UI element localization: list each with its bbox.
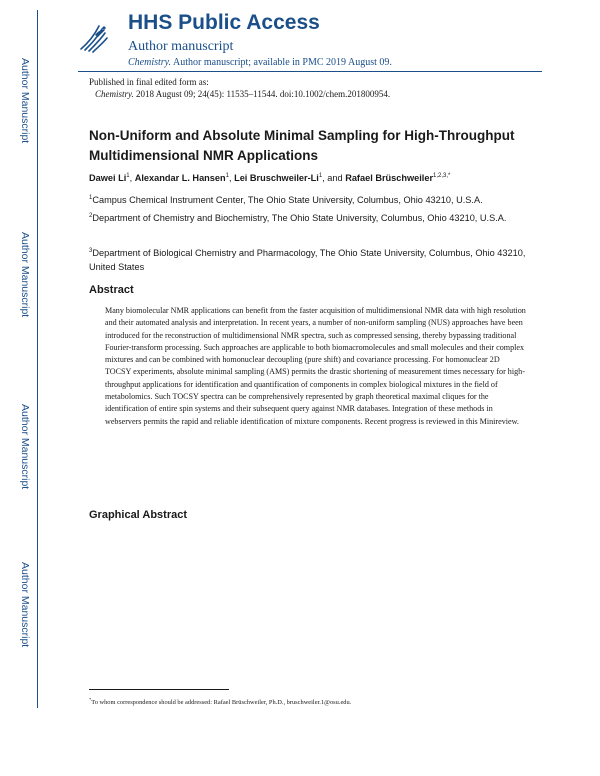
citation-journal: Chemistry. — [95, 89, 134, 99]
affiliation-3 — [89, 244, 529, 274]
citation-line — [95, 89, 390, 99]
published-label: Published in final edited form as: — [89, 77, 209, 87]
author-separator: , — [228, 173, 235, 184]
paper-title: Non-Uniform and Absolute Minimal Sampling for High-Throughput Multidimensional NMR Applications — [89, 128, 515, 163]
affiliation-text: Campus Chemical Instrument Center, The Ohio State University, Columbus, Ohio 43210, U.S.A. — [92, 195, 483, 206]
graphical-abstract-heading: Graphical Abstract — [89, 509, 188, 521]
availability-line — [128, 57, 392, 68]
hhs-eagle-icon — [78, 18, 110, 54]
correspondence-footnote — [89, 697, 529, 706]
margin-rule — [37, 10, 38, 708]
availability-text: Author manuscript; available in PMC 2019 August 09. — [173, 57, 392, 68]
footnote-text: To whom correspondence should be addressed: Rafael Brüschweiler, Ph.D., bruschweiler.1@osu.edu. — [91, 699, 352, 707]
footnote-mark: * — [89, 697, 92, 702]
author-affiliation-mark: 1 — [225, 173, 229, 179]
affiliation-mark: 3 — [89, 248, 93, 254]
journal-name: Chemistry. — [128, 57, 172, 68]
author-list — [89, 173, 529, 183]
author-name: Lei Bruschweiler-Li — [234, 173, 319, 184]
author-affiliation-mark: 1 — [318, 173, 323, 179]
affiliation-text: Department of Chemistry and Biochemistry, The Ohio State University, Columbus, Ohio 43210, U.S.A. — [92, 213, 507, 224]
author-name: Rafael Brüschweiler — [345, 173, 434, 184]
abstract-body: Many biomolecular NMR applications can benefit from the faster acquisition of multidimensional NMR data with high resolution and their automated analysis and interpretation. In recent years, a number of non-uniform sampling (NUS) approaches have been introduced for the reconstruction of multidimensional NMR spectra, such as compressed sensing, thereby bypassing traditional Fourier-transform processing. Such approaches are applicable to both biomacromolecules and small molecules and their complex mixtures and can be combined with homonuclear decoupling (pure shift) and covariance processing. For homonuclear 2D TOCSY experiments, absolute minimal sampling (AMS) permits the drastic shortening of measurement times necessary for high-throughput applications for identification and quantification of components in complex biological mixtures in the field of metabolomics. Such TOCSY spectra can be comprehensively represented by graph theoretical maximal cliques for the identification of entire spin systems and their subsequent query against NMR databases. Integration of these methods in webservers permits the rapid and reliable identification of mixture components. Recent progress is reviewed in this Minireview. — [105, 306, 526, 426]
side-label-author-manuscript: Author Manuscript — [19, 58, 31, 144]
author-separator: , — [129, 173, 135, 184]
footnote-divider — [89, 689, 229, 690]
affiliation-mark: 1 — [89, 195, 93, 201]
affiliation-mark: 2 — [89, 213, 93, 219]
author-name: Dawei Li — [89, 173, 127, 184]
author-affiliation-mark: 1,2,3,* — [433, 173, 451, 179]
author-name: Alexandar L. Hansen — [134, 173, 226, 184]
citation-details: 2018 August 09; 24(45): 11535–11544. doi:10.1002/chem.201800954. — [136, 89, 391, 99]
author-affiliation-mark: 1 — [126, 173, 130, 179]
header-divider — [78, 71, 542, 72]
hhs-public-access-title: HHS Public Access — [128, 11, 320, 34]
side-label-author-manuscript: Author Manuscript — [19, 562, 31, 648]
affiliation-1 — [89, 191, 529, 207]
affiliation-2 — [89, 209, 529, 225]
author-separator: , and — [322, 173, 346, 184]
affiliation-text: Department of Biological Chemistry and Pharmacology, The Ohio State University, Columbus, Ohio 43210, United States — [89, 248, 526, 273]
abstract-heading: Abstract — [89, 284, 134, 296]
side-label-author-manuscript: Author Manuscript — [19, 404, 31, 490]
side-label-author-manuscript: Author Manuscript — [19, 232, 31, 318]
author-manuscript-subtitle: Author manuscript — [128, 39, 234, 54]
